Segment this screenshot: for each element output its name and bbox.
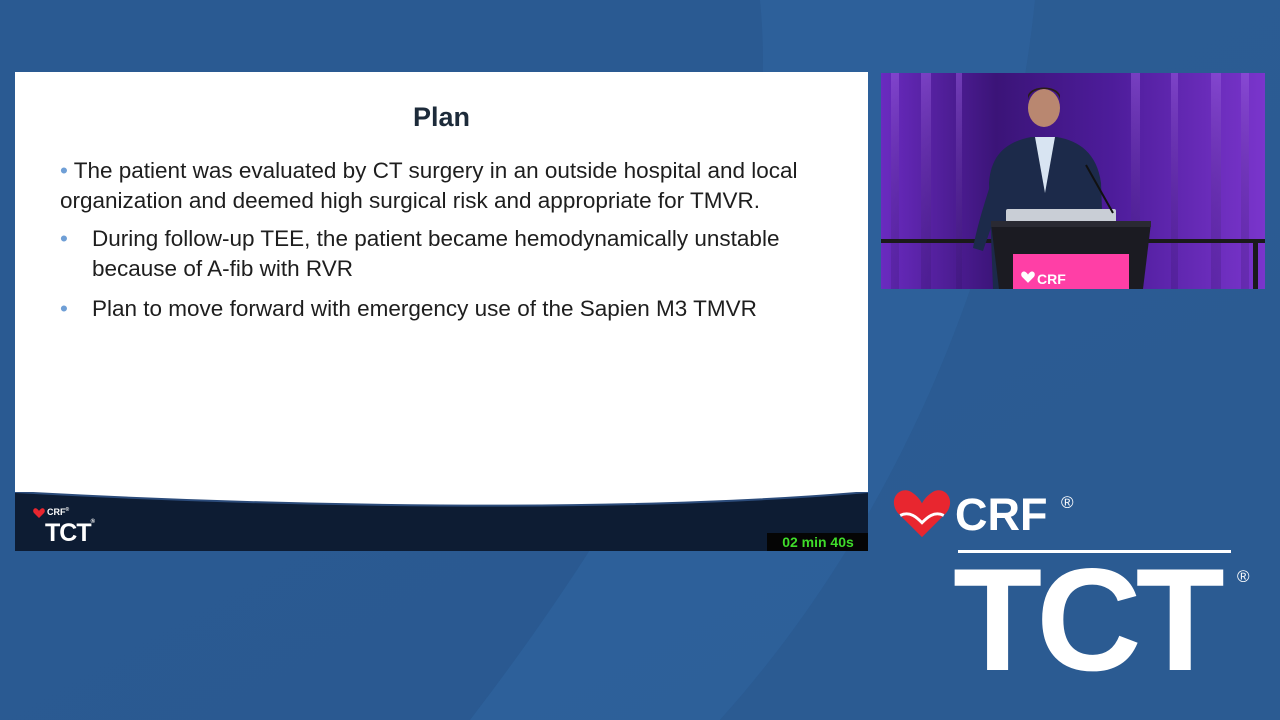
brand-logo-tct-reg: ® [1237, 567, 1250, 586]
slide-body [60, 156, 850, 334]
slide-title: Plan [412, 102, 471, 132]
bullet-text: The patient was evaluated by CT surgery in an outside hospital and local organization and deemed high surgical risk and appropriate for TMVR. [60, 158, 798, 213]
brand-logo-crf: CRF [955, 489, 1048, 540]
sub-bullet-text: Plan to move forward with emergency use of the Sapien M3 TMVR [92, 296, 757, 321]
brand-logo-tct: TCT [953, 538, 1219, 701]
brand-logo-crf-reg: ® [1061, 493, 1074, 512]
bullet-dot: • [60, 158, 68, 183]
sub-bullet-text: During follow-up TEE, the patient became hemodynamically unstable because of A-fib with RVR [92, 226, 780, 281]
bullet-dot: • [60, 296, 68, 321]
sub-bullet-item [60, 294, 850, 324]
footer-logo [33, 507, 113, 547]
footer-logo-crf: CRF® [47, 507, 70, 517]
heart-logo-icon [893, 487, 951, 539]
speaker-video [881, 73, 1265, 289]
countdown-timer: 02 min 40s [767, 533, 868, 551]
podium-sign-text: CRF [1037, 271, 1066, 287]
bullet-item [60, 156, 850, 216]
brand-logo [893, 487, 1263, 701]
bullet-dot: • [60, 226, 68, 251]
footer-band [15, 492, 868, 551]
footer-logo-tct: TCT® [45, 519, 95, 547]
slide-footer [15, 492, 868, 551]
heart-logo-icon [33, 508, 45, 518]
heart-logo-icon [1021, 271, 1035, 283]
sub-bullet-item [60, 224, 850, 284]
presentation-slide [15, 72, 868, 551]
